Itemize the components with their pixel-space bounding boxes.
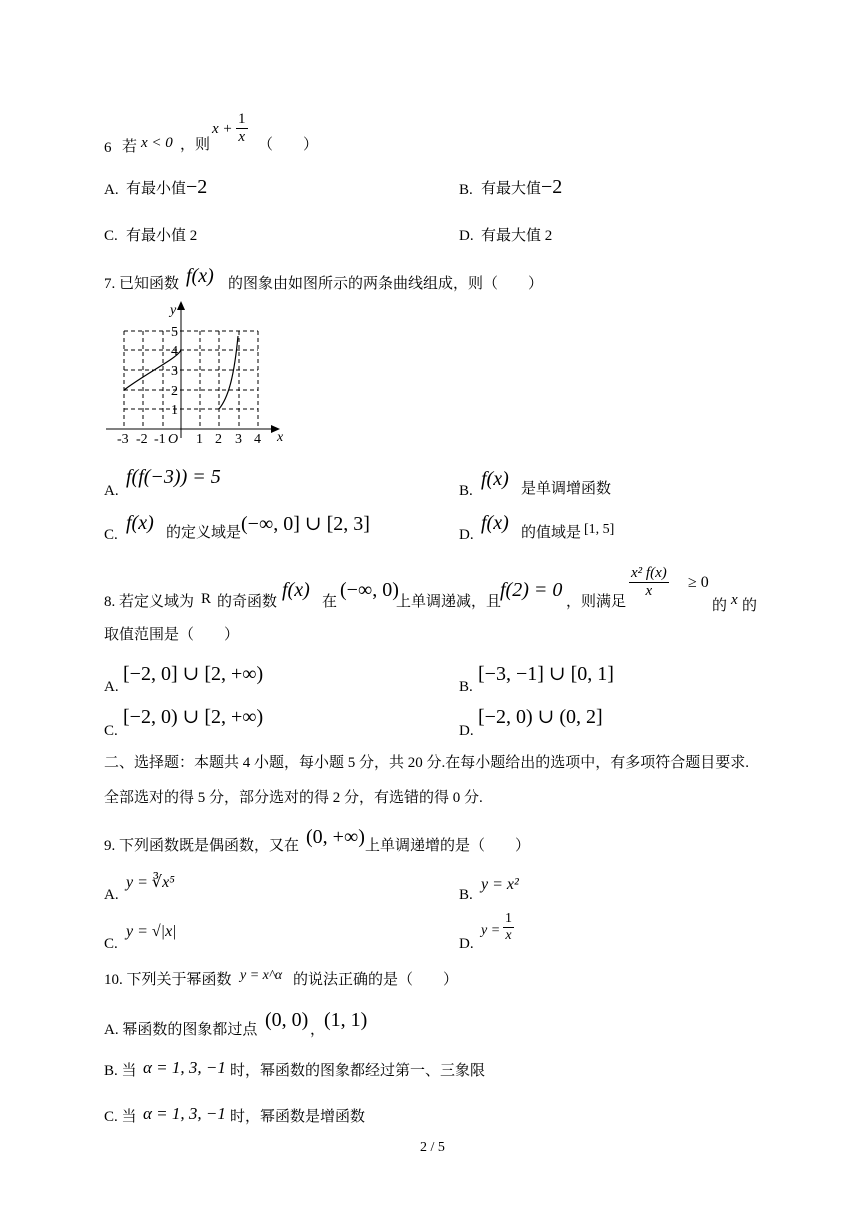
q10-option-b-prefix: B. 当 <box>104 1063 137 1079</box>
q8-stem-part: 的奇函数 <box>217 594 278 610</box>
q8-stem-part: 上单调递减，且 <box>396 594 502 610</box>
q7-option-d-text: 的值域是 <box>521 525 582 541</box>
graph-x-label: x <box>277 430 284 445</box>
q6-option-a-text: 有最小值 <box>126 181 187 197</box>
q10-stem-suffix: 的说法正确的是（ ） <box>293 972 459 988</box>
graph-x-tick-label: 1 <box>196 432 203 447</box>
q6-option-a-label: A. <box>104 182 119 198</box>
q8-stem-part: 的 <box>742 598 758 614</box>
q6-expr-x-plus: x + <box>212 121 233 137</box>
q6-option-b-label: B. <box>459 182 473 198</box>
section-2-heading: 二、选择题：本题共 4 小题，每小题 5 分，共 20 分.在每小题给出的选项中，有多项符合题目要求. <box>104 755 750 771</box>
q9-option-a-label: A. <box>104 887 119 903</box>
graph-origin-label: O <box>168 432 179 447</box>
q8-stem-interval: (−∞, 0) <box>340 579 399 601</box>
q9-stem-prefix: 9. 下列函数既是偶函数，又在 <box>104 838 300 854</box>
q10-option-a-point2: (1, 1) <box>324 1009 368 1031</box>
q8-ineq-den: x <box>645 583 653 599</box>
q9-option-d-lhs: y = <box>481 923 501 938</box>
q6-option-a-value: −2 <box>186 176 208 198</box>
q8-stem-x: x <box>731 592 738 608</box>
q10-option-a-text: A. 幂函数的图象都过点 <box>104 1022 258 1038</box>
q7-stem-suffix: 的图象由如图所示的两条曲线组成，则（ ） <box>228 276 544 292</box>
graph-x-tick-label: 4 <box>254 432 261 447</box>
q6-condition: x < 0 <box>141 135 173 151</box>
q6-if: 若 <box>122 139 138 155</box>
q7-function-graph <box>100 298 290 448</box>
q10-option-a-point1: (0, 0) <box>265 1009 309 1031</box>
q7-option-c-label: C. <box>104 527 118 543</box>
graph-y-tick-label: 4 <box>171 344 178 359</box>
q8-stem-fx: f(x) <box>282 579 310 601</box>
q10-option-b-text: 时，幂函数的图象都经过第一、三象限 <box>230 1063 486 1079</box>
q9-option-c-label: C. <box>104 936 118 952</box>
q10-option-b-math: α = 1, 3, −1 <box>143 1058 226 1077</box>
q10-option-c-prefix: C. 当 <box>104 1109 137 1125</box>
q6-option-b-value: −2 <box>541 176 563 198</box>
q8-stem-line2: 取值范围是（ ） <box>104 627 240 643</box>
q8-stem-part: 在 <box>322 594 338 610</box>
q7-option-a-label: A. <box>104 483 119 499</box>
q9-stem-interval: (0, +∞) <box>306 826 365 848</box>
q10-option-c-math: α = 1, 3, −1 <box>143 1104 226 1123</box>
q7-option-a-math: f(f(−3)) = 5 <box>126 466 221 488</box>
q8-option-b-label: B. <box>459 679 473 695</box>
q9-option-c-math: y = √|x| <box>126 923 177 940</box>
q7-option-c-domain: (−∞, 0] ∪ [2, 3] <box>241 513 370 535</box>
q7-option-c-math: f(x) <box>126 512 154 534</box>
graph-x-tick-label: 3 <box>235 432 242 447</box>
graph-x-tick-label: -1 <box>154 432 166 447</box>
q6-then: ，则 <box>180 137 211 153</box>
graph-y-tick-label: 1 <box>171 403 178 418</box>
q8-option-d-math: [−2, 0) ∪ (0, 2] <box>478 706 603 728</box>
q9-option-b-label: B. <box>459 887 473 903</box>
q8-stem-part: ，则满足 <box>566 594 627 610</box>
q6-option-b-text: 有最大值 <box>481 181 542 197</box>
q7-option-c-text: 的定义域是 <box>166 525 242 541</box>
graph-y-tick-label: 2 <box>171 384 178 399</box>
graph-y-tick-label: 5 <box>171 325 178 340</box>
section-2-scoring: 全部选对的得 5 分，部分选对的得 2 分，有选错的得 0 分. <box>104 790 483 806</box>
q8-option-c-label: C. <box>104 723 118 739</box>
q8-stem-part: 的 <box>712 598 728 614</box>
q7-option-d-range: [1, 5] <box>584 522 615 537</box>
q10-option-c-text: 时，幂函数是增函数 <box>230 1109 366 1125</box>
q8-stem-r: R <box>201 591 212 607</box>
graph-x-tick-label: 2 <box>215 432 222 447</box>
q6-option-c-label: C. <box>104 228 118 244</box>
q9-option-b-math: y = x² <box>481 876 519 893</box>
q8-option-b-math: [−3, −1] ∪ [0, 1] <box>478 663 614 685</box>
q10-stem-math: y = x^α <box>240 968 283 983</box>
q8-option-a-label: A. <box>104 679 119 695</box>
q9-option-a-math: y = ∛x⁵ <box>126 874 175 891</box>
q10-stem-prefix: 10. 下列关于幂函数 <box>104 972 232 988</box>
q8-option-d-label: D. <box>459 723 474 739</box>
curve-right <box>219 336 238 409</box>
q8-option-a-math: [−2, 0] ∪ [2, +∞) <box>123 663 264 685</box>
q7-option-b-label: B. <box>459 483 473 499</box>
q9-option-d-num: 1 <box>505 911 512 926</box>
q6-paren: （ ） <box>258 137 319 153</box>
q7-option-b-text: 是单调增函数 <box>521 481 612 497</box>
graph-y-tick-label: 3 <box>171 364 178 379</box>
q8-option-c-math: [−2, 0) ∪ [2, +∞) <box>123 706 264 728</box>
q8-ineq-tail: ≥ 0 <box>688 574 709 591</box>
graph-y-label: y <box>170 303 177 318</box>
q9-stem-suffix: 上单调递增的是（ ） <box>365 838 531 854</box>
q8-ineq-num: x² f(x) <box>631 565 667 581</box>
q7-stem-fx: f(x) <box>186 265 214 287</box>
q6-option-d-text: 有最大值 2 <box>481 228 553 244</box>
q7-stem-prefix: 7. 已知函数 <box>104 276 180 292</box>
graph-grid <box>124 331 258 429</box>
q7-option-b-math: f(x) <box>481 468 509 490</box>
q6-option-d-label: D. <box>459 228 474 244</box>
q8-stem-part: 8. 若定义域为 <box>104 594 195 610</box>
q8-stem-f2: f(2) = 0 <box>500 579 563 601</box>
page-number: 2 / 5 <box>420 1140 445 1155</box>
q8-inequality <box>629 566 669 599</box>
q10-option-a-sep: ， <box>310 1022 326 1038</box>
graph-x-tick-label: -2 <box>136 432 148 447</box>
q9-option-d-fraction <box>503 912 514 943</box>
q7-option-d-math: f(x) <box>481 512 509 534</box>
q6-expr-den: x <box>238 129 246 145</box>
q6-number: 6 <box>104 140 112 156</box>
q9-option-d-den: x <box>505 928 512 943</box>
q9-option-d-label: D. <box>459 936 474 952</box>
q6-option-c-text: 有最小值 2 <box>126 228 198 244</box>
q6-expr-fraction <box>236 112 248 145</box>
graph-x-tick-label: -3 <box>117 432 129 447</box>
q7-option-d-label: D. <box>459 527 474 543</box>
y-axis-arrow <box>177 301 185 310</box>
q6-expr-num: 1 <box>238 111 246 127</box>
